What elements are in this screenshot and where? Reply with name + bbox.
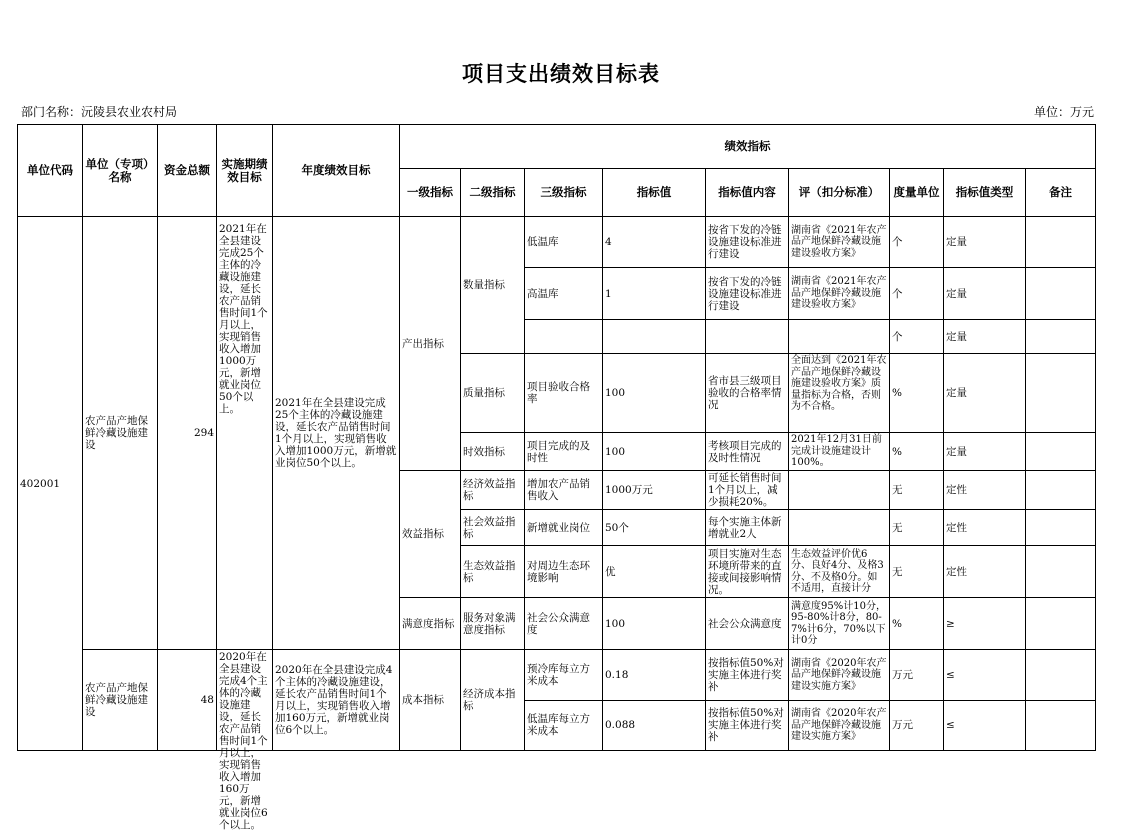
content-cell <box>706 320 789 354</box>
value-cell <box>603 320 706 354</box>
annual-goal-cell: 2020年在全县建设完成4个主体的冷藏设施建设，延长农产品销售时间1个月以上，实现销售收入增加160万元，新增就业岗位6个以上。 <box>273 650 400 751</box>
remark-cell <box>1026 217 1096 268</box>
type-cell: 定量 <box>944 217 1026 268</box>
unit-cell: 无 <box>890 546 944 598</box>
unit-cell: % <box>890 354 944 433</box>
unit-cell: 个 <box>890 268 944 320</box>
content-cell: 按指标值50%对实施主体进行奖补 <box>706 650 789 701</box>
table-row <box>18 217 1096 268</box>
header-annual-goal: 年度绩效目标 <box>273 125 400 217</box>
scoring-cell <box>789 354 890 433</box>
value-cell: 50个 <box>603 510 706 546</box>
scoring-cell: 湖南省《2021年农产品产地保鲜冷藏设施建设验收方案》 <box>789 268 890 320</box>
remark-cell <box>1026 510 1096 546</box>
value-cell: 0.088 <box>603 700 706 751</box>
header-scoring: 评（扣分标准） <box>789 169 890 217</box>
content-cell: 按省下发的冷链设施建设标准进行建设 <box>706 217 789 268</box>
header-measure-unit: 度量单位 <box>890 169 944 217</box>
type-cell: 定量 <box>944 354 1026 433</box>
department-label: 部门名称：沅陵县农业农村局 <box>21 105 178 119</box>
performance-target-table <box>17 124 1096 831</box>
header-value: 指标值 <box>603 169 706 217</box>
unit-cell: 无 <box>890 471 944 510</box>
scoring-cell: 2021年12月31日前完成计设施建设计100%。 <box>789 433 890 471</box>
period-goal-cell <box>217 650 273 831</box>
period-goal-cell <box>217 217 273 650</box>
value-cell: 4 <box>603 217 706 268</box>
scoring-cell: 满意度95%计10分，95-80%计8分，80-7%计6分，70%以下计0分 <box>789 598 890 650</box>
level1-cost: 成本指标 <box>400 650 461 751</box>
unit-cell: 无 <box>890 510 944 546</box>
level3-cell: 高温库 <box>525 268 603 320</box>
project-name-cell: 农产品产地保鲜冷藏设施建设 <box>83 217 158 650</box>
content-cell: 省市县三级项目验收的合格率情况 <box>706 354 789 433</box>
remark-cell <box>1026 471 1096 510</box>
scoring-cell <box>789 471 890 510</box>
annual-goal-cell: 2021年在全县建设完成25个主体的冷藏设施建设，延长农产品销售时间1个月以上，实现销售收入增加1000万元，新增就业岗位50个以上。 <box>273 217 400 650</box>
value-cell: 1000万元 <box>603 471 706 510</box>
level3-cell: 项目验收合格率 <box>525 354 603 433</box>
level3-cell: 预冷库每立方米成本 <box>525 650 603 701</box>
value-cell: 100 <box>603 354 706 433</box>
level3-cell: 低温库 <box>525 217 603 268</box>
remark-cell <box>1026 650 1096 701</box>
content-cell: 按指标值50%对实施主体进行奖补 <box>706 700 789 751</box>
scoring-cell: 湖南省《2021年农产品产地保鲜冷藏设施建设验收方案》 <box>789 217 890 268</box>
value-cell: 100 <box>603 433 706 471</box>
project-funds-cell: 48 <box>158 650 217 751</box>
level3-cell: 新增就业岗位 <box>525 510 603 546</box>
unit-code-cell: 402001 <box>18 217 83 751</box>
scoring-cell: 湖南省《2020年农产品产地保鲜冷藏设施建设实施方案》 <box>789 700 890 751</box>
type-cell: ≤ <box>944 700 1026 751</box>
remark-cell <box>1026 700 1096 751</box>
scoring-cell: 湖南省《2020年农产品产地保鲜冷藏设施建设实施方案》 <box>789 650 890 701</box>
period-goal-text: 2020年在全县建设完成4个主体的冷藏设施建设，延长农产品销售时间1个月以上，实现销售收入增加160万元，新增就业岗位6个以上。 <box>219 651 268 831</box>
content-cell: 每个实施主体新增就业2人 <box>706 510 789 546</box>
project-funds-cell: 294 <box>158 217 217 650</box>
level2-economic: 经济效益指标 <box>461 471 525 510</box>
header-level1: 一级指标 <box>400 169 461 217</box>
level3-cell: 对周边生态环境影响 <box>525 546 603 598</box>
scoring-cell <box>789 510 890 546</box>
header-period-goal: 实施期绩效目标 <box>217 125 273 217</box>
header-content: 指标值内容 <box>706 169 789 217</box>
remark-cell <box>1026 268 1096 320</box>
period-goal-text: 2021年在全县建设完成25个主体的冷藏设施建设，延长农产品销售时间1个月以上，实现销售收入增加1000万元，新增就业岗位50个以上。 <box>219 223 268 415</box>
level2-quantity: 数量指标 <box>461 217 525 354</box>
level2-ecological: 生态效益指标 <box>461 546 525 598</box>
level2-service: 服务对象满意度指标 <box>461 598 525 650</box>
unit-cell: 万元 <box>890 700 944 751</box>
header-indicators: 绩效指标 <box>400 125 1096 169</box>
header-total-funds: 资金总额 <box>158 125 217 217</box>
content-cell: 社会公众满意度 <box>706 598 789 650</box>
level3-cell: 低温库每立方米成本 <box>525 700 603 751</box>
level3-cell: 项目完成的及时性 <box>525 433 603 471</box>
unit-cell: 个 <box>890 217 944 268</box>
type-cell: 定量 <box>944 268 1026 320</box>
unit-cell: 个 <box>890 320 944 354</box>
level3-cell <box>525 320 603 354</box>
header-unit-name: 单位（专项）名称 <box>83 125 158 217</box>
level1-benefit: 效益指标 <box>400 471 461 598</box>
remark-cell <box>1026 598 1096 650</box>
header-remark: 备注 <box>1026 169 1096 217</box>
level1-satisfaction: 满意度指标 <box>400 598 461 650</box>
value-cell: 0.18 <box>603 650 706 701</box>
content-cell: 项目实施对生态环境所带来的直接或间接影响情况。 <box>706 546 789 598</box>
type-cell: 定性 <box>944 510 1026 546</box>
remark-cell <box>1026 354 1096 433</box>
remark-cell <box>1026 546 1096 598</box>
unit-cell: 万元 <box>890 650 944 701</box>
unit-cell: % <box>890 598 944 650</box>
value-cell: 1 <box>603 268 706 320</box>
type-cell: 定性 <box>944 546 1026 598</box>
header-value-type: 指标值类型 <box>944 169 1026 217</box>
value-cell: 优 <box>603 546 706 598</box>
level3-cell: 社会公众满意度 <box>525 598 603 650</box>
content-cell: 考核项目完成的及时性情况 <box>706 433 789 471</box>
remark-cell <box>1026 320 1096 354</box>
remark-cell <box>1026 433 1096 471</box>
unit-cell: % <box>890 433 944 471</box>
scoring-text: 全面达到《2021年农产品产地保鲜冷藏设施建设验收方案》质量指标为合格，否则为不合格。 <box>791 355 887 412</box>
level1-output: 产出指标 <box>400 217 461 471</box>
page-title: 项目支出绩效目标表 <box>462 62 660 86</box>
level3-cell: 增加农产品销售收入 <box>525 471 603 510</box>
header-level3: 三级指标 <box>525 169 603 217</box>
project-name-cell: 农产品产地保鲜冷藏设施建设 <box>83 650 158 751</box>
level2-social: 社会效益指标 <box>461 510 525 546</box>
header-unit-code: 单位代码 <box>18 125 83 217</box>
type-cell: ≤ <box>944 650 1026 701</box>
table-row <box>18 650 1096 701</box>
level2-timeliness: 时效指标 <box>461 433 525 471</box>
content-cell: 可延长销售时间1个月以上，减少损耗20%。 <box>706 471 789 510</box>
level2-quality: 质量指标 <box>461 354 525 433</box>
header-level2: 二级指标 <box>461 169 525 217</box>
value-cell: 100 <box>603 598 706 650</box>
currency-unit-label: 单位：万元 <box>1033 105 1094 119</box>
type-cell: 定量 <box>944 320 1026 354</box>
scoring-cell: 生态效益评价优6分、良好4分、及格3分、不及格0分。如不适用，直接计分 <box>789 546 890 598</box>
type-cell: 定性 <box>944 471 1026 510</box>
level2-econ-cost: 经济成本指标 <box>461 650 525 751</box>
type-cell: 定量 <box>944 433 1026 471</box>
scoring-cell <box>789 320 890 354</box>
content-cell: 按省下发的冷链设施建设标准进行建设 <box>706 268 789 320</box>
type-cell: ≥ <box>944 598 1026 650</box>
